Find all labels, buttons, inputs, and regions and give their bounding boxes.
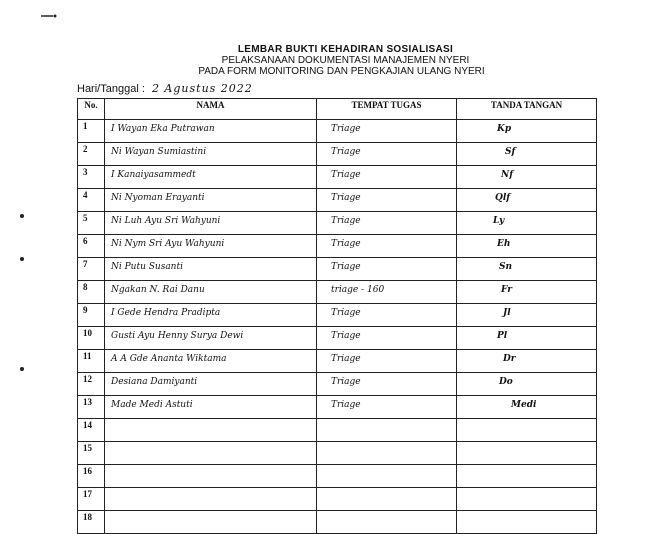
table-row <box>78 304 597 327</box>
signature <box>457 304 597 327</box>
header-place: TEMPAT TUGAS <box>317 99 457 120</box>
row-number: 13 <box>78 396 105 419</box>
signature-scribble: Dr <box>503 354 516 364</box>
row-number: 5 <box>78 212 105 235</box>
work-place: Triage <box>317 143 457 166</box>
margin-bullet <box>20 257 24 261</box>
attendee-name: Ni Nyoman Erayanti <box>105 189 317 212</box>
signature-scribble: Kp <box>497 124 512 134</box>
table-row <box>78 419 597 442</box>
signature <box>457 120 597 143</box>
table-row <box>78 373 597 396</box>
date-value: 2 Agustus 2022 <box>151 82 253 95</box>
row-number: 12 <box>78 373 105 396</box>
table-row <box>78 350 597 373</box>
signature <box>457 442 597 465</box>
work-place: Triage <box>317 327 457 350</box>
margin-bullet <box>20 367 24 371</box>
signature <box>457 350 597 373</box>
work-place <box>317 442 457 465</box>
attendee-name: I Gede Hendra Pradipta <box>105 304 317 327</box>
table-row <box>78 189 597 212</box>
work-place: Triage <box>317 120 457 143</box>
row-number: 10 <box>78 327 105 350</box>
signature-scribble: Do <box>499 377 513 387</box>
attendee-name <box>105 511 317 534</box>
document-title: LEMBAR BUKTI KEHADIRAN SOSIALISASI <box>237 44 454 55</box>
attendee-name <box>105 442 317 465</box>
table-row <box>78 465 597 488</box>
work-place: Triage <box>317 235 457 258</box>
work-place <box>317 465 457 488</box>
table-row <box>78 488 597 511</box>
work-place: Triage <box>317 166 457 189</box>
date-line <box>77 82 253 95</box>
table-row <box>78 511 597 534</box>
row-number: 17 <box>78 488 105 511</box>
signature-scribble: Fr <box>501 285 512 295</box>
signature-scribble: Sn <box>499 262 513 272</box>
signature <box>457 258 597 281</box>
signature <box>457 396 597 419</box>
work-place <box>317 511 457 534</box>
table-row <box>78 258 597 281</box>
table-row <box>78 327 597 350</box>
work-place: Triage <box>317 350 457 373</box>
table-header-row <box>78 99 597 120</box>
attendee-name: Ni Luh Ayu Sri Wahyuni <box>105 212 317 235</box>
row-number: 18 <box>78 511 105 534</box>
row-number: 8 <box>78 281 105 304</box>
signature-scribble <box>457 442 596 460</box>
signature-scribble: Ly <box>493 216 505 226</box>
work-place: Triage <box>317 373 457 396</box>
signature-scribble <box>457 488 596 506</box>
attendee-name: Ni Nym Sri Ayu Wahyuni <box>105 235 317 258</box>
attendee-name: Desiana Damiyanti <box>105 373 317 396</box>
table-row <box>78 166 597 189</box>
date-label: Hari/Tanggal : <box>77 83 145 95</box>
document-subtitle-2: PADA FORM MONITORING DAN PENGKAJIAN ULANG NYERI <box>198 66 485 77</box>
signature <box>457 327 597 350</box>
signature <box>457 488 597 511</box>
document-subtitle-1: PELAKSANAAN DOKUMENTASI MANAJEMEN NYERI <box>221 55 470 66</box>
signature <box>457 281 597 304</box>
signature-scribble <box>457 511 596 529</box>
header-signature: TANDA TANGAN <box>457 99 597 120</box>
work-place: Triage <box>317 212 457 235</box>
signature <box>457 465 597 488</box>
signature-scribble: Sf <box>505 147 516 157</box>
margin-bullet <box>20 214 24 218</box>
signature-scribble <box>457 465 596 483</box>
signature-scribble: Medi <box>511 400 537 410</box>
signature <box>457 511 597 534</box>
row-number: 14 <box>78 419 105 442</box>
header-name: NAMA <box>105 99 317 120</box>
row-number: 7 <box>78 258 105 281</box>
work-place <box>317 419 457 442</box>
row-number: 9 <box>78 304 105 327</box>
row-number: 6 <box>78 235 105 258</box>
signature <box>457 373 597 396</box>
header-no: No. <box>78 99 105 120</box>
row-number: 11 <box>78 350 105 373</box>
row-number: 3 <box>78 166 105 189</box>
table-row <box>78 120 597 143</box>
attendee-name: I Kanaiyasammedt <box>105 166 317 189</box>
row-number: 1 <box>78 120 105 143</box>
signature <box>457 143 597 166</box>
work-place: Triage <box>317 189 457 212</box>
signature <box>457 212 597 235</box>
attendee-name: Made Medi Astuti <box>105 396 317 419</box>
work-place <box>317 488 457 511</box>
signature-scribble: Qlf <box>495 193 511 203</box>
attendee-name <box>105 488 317 511</box>
work-place: Triage <box>317 258 457 281</box>
signature <box>457 189 597 212</box>
signature-scribble: Jl <box>503 308 511 318</box>
work-place: triage - 160 <box>317 281 457 304</box>
signature <box>457 235 597 258</box>
signature <box>457 166 597 189</box>
signature-scribble: Pl <box>497 331 508 341</box>
table-row <box>78 442 597 465</box>
work-place: Triage <box>317 304 457 327</box>
scan-mark <box>41 14 57 17</box>
table-row <box>78 281 597 304</box>
work-place: Triage <box>317 396 457 419</box>
row-number: 15 <box>78 442 105 465</box>
signature-scribble: Eh <box>497 239 511 249</box>
table-row <box>78 235 597 258</box>
attendee-name <box>105 419 317 442</box>
attendee-name: I Wayan Eka Putrawan <box>105 120 317 143</box>
signature-scribble: Nf <box>501 170 514 180</box>
attendee-name: Gusti Ayu Henny Surya Dewi <box>105 327 317 350</box>
table-row <box>78 396 597 419</box>
row-number: 2 <box>78 143 105 166</box>
row-number: 4 <box>78 189 105 212</box>
signature-scribble <box>457 419 596 437</box>
signature <box>457 419 597 442</box>
table-row <box>78 212 597 235</box>
attendee-name <box>105 465 317 488</box>
attendee-name: Ni Putu Susanti <box>105 258 317 281</box>
attendee-name: Ngakan N. Rai Danu <box>105 281 317 304</box>
table-row <box>78 143 597 166</box>
attendee-name: A A Gde Ananta Wiktama <box>105 350 317 373</box>
row-number: 16 <box>78 465 105 488</box>
attendance-table <box>77 98 597 534</box>
attendee-name: Ni Wayan Sumiastini <box>105 143 317 166</box>
